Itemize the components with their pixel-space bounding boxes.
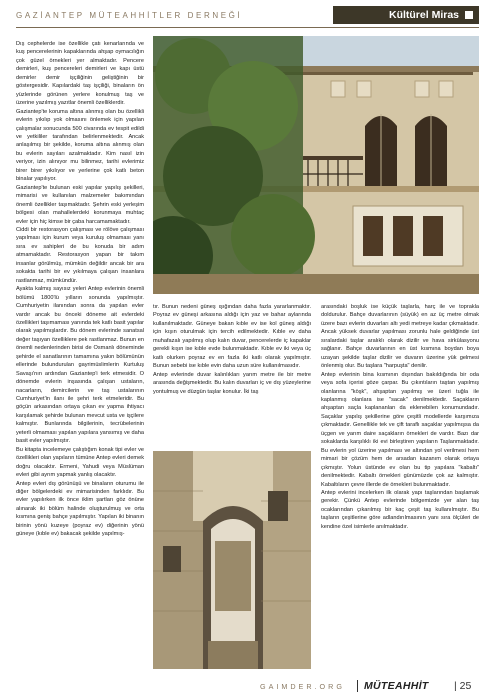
magazine-name: MÜTEAHHİT bbox=[364, 680, 429, 692]
paragraph: Antep evleri dış görünüşü ve binaların oturumu ile diğer bölgelerdeki ev mimarisinden farklıdır. Bu evler yapılırken ilk önce iklim şartları göz önüne alınarak iki bölüm halinde oluşturulmuş ve orta kısmına geniş bahçe yapılmıştır. Yapılan iki binanın birinin yönü kuzeye (poyraz ev) diğerinin yönü güneye (kıble ev) bakacak şekilde yapılmış- bbox=[16, 480, 144, 538]
historic-house-photo bbox=[153, 36, 479, 294]
text-column-right bbox=[321, 303, 479, 531]
paragraph: Antep evlerinde duvar kalınlıkları yarım metre ile bir metre arasında değişmektedir. Bu kalın duvarları iç ve dış yüzeylerine yontulmuş ve düzgün taşlar konulur. İki taş bbox=[153, 371, 311, 395]
text-column-left bbox=[16, 40, 144, 539]
paragraph: Bu kitapta incelemeye çalıştığım konak tipi evler ve özellikleri olan yapıların tümüne Antep evleri demek doğru olacaktır. Ermeni, Yahudi veya Müslüman evleri gibi ayrım yapmak yanlış olacaktır. bbox=[16, 446, 144, 479]
page-number-value: 25 bbox=[459, 680, 472, 692]
header-rule bbox=[16, 27, 479, 28]
kabalti-street-photo bbox=[153, 451, 311, 669]
paragraph: arasındaki boşluk ise küçük taşlarla, harç ile ve toprakla doldurulur. Bahçe duvarlarının (süyük) en az üç metre olmak üzere bazı evlerin duvarları altı yedi metreye kadar çıkmaktadır. Ancak yüksek duvarlar yapılması zorunlu hale geldiğinde üst sıralardaki taşlar aralıklı olarak dizilir ve hava sirkülasyonu sağlanır. Bahçe duvarlarının en üst kısmına boydan boya uzayan şekilde taşlar dizilir ve duvarın üzerine yük gelmesi önlenmiş olur. Bu taşlara "harpuşta" denilir. bbox=[321, 304, 479, 370]
paragraph: Gaziantep'te bulunan eski yapılar yapılış şekilleri, mimarisi ve kullanılan malzemeler bakımından önemli özellikler taşımaktadır. Şehrin eski yerleşim bölgesi olan mahallelerdeki korunmaya muhtaç evler için hiç kimse bir çaba harcamamaktadır. bbox=[16, 184, 144, 225]
association-name: GAZİANTEP MÜTEAHHİTLER DERNEĞİ bbox=[16, 11, 243, 20]
paragraph: Ayakta kalmış sayısız yeleri Antep evlerinin önemli bölümü 1800'lü yılların sonunda yapılmıştır. Cumhuriyetin ilanından sonra da yapılan evler vardır ancak bu önceki döneme ait evlerdeki özellikleri taşımaması yanında tek katlı basit yapılar olarak yapılmışlardır. Bu dönem evlerinde sanatsal değer taşıyan özelliklere pek rastlanmaz. Bunun en önemli nedenlerinden birisi de Osmanlı döneminde şehirde el sanatlarının tamamına yakın bölümünün ellerinde bulundurulan gayrimüslimlerin Kurtuluş Savaşı'nın ardından Gaziantep'i terk etmesidir. O dönemde evlerin inşasında çalışan ustaların, nacarların, demircilerin ve taş ustalarının Cumhuriyet'in ilanı ile şehri terk etmeleridir. Bu göçün arkasından ortaya çıkan ev yapma ihtiyacı karşılamak şehirde bulunan mevcut usta ve işçilere kalmıştır. Bunlarında bilgilerinin, tecrübelerinin yeterli olmaması yapılan yapılara yansımış ve daha basit evler yapılmıştır. bbox=[16, 286, 144, 445]
text-column-middle bbox=[153, 303, 311, 396]
paragraph: Ciddi bir restorasyon çalışması ve rölöve çalışması yapılması için kurum veya kuruluş olmaması yanı sıra ev sahipleri de bu konuda bir adım atmamaktadır. Restorasyon yapan bir takım insanlar görülmüş, mümkün değildir ancak bir ara sokakta tarihi bir ev yıkılmaya çalışan insanlara rastlanmaz, mümkündür. bbox=[16, 226, 144, 284]
house-illustration bbox=[153, 36, 479, 294]
footer-website: GAIMDER.ORG bbox=[260, 682, 345, 691]
paragraph: tır. Bunun nedeni güneş ışığından daha fazla yararlanmaktır. Poyraz ev güneşi arkasına aldığı için yaz ve bahar aylarında kullanılmaktadır. Güneye bakan kıble ev ise kol güneş aldığı için kışın oturulmak için tercih edilmektedir. Kıble ev daha muhafazalı yapılmış olup kalın duvar, pencerelerde iç kapaklar gerekli kışın ise kıble evde bulunmaktadır. Kıble ev iki veya üç katlı olurken poyraz ev en fazla iki katlı olarak yapılmıştır. Bunun sebebi ise kıble evin daha uzun süre kullanılmasıdır. bbox=[153, 304, 311, 370]
paragraph: Antep evlerini incelerken ilk olarak yapı taşlarından başlamak gerekir. Çünkü Antep evlerinde bölgemizde yer alan taş ocaklarından çıkarılmış bir kaç çeşit taş kullanılmıştır. Bu taşların çeşitlerine göre adlandırılmasının yanı sıra ölçüleri de kendine özel isimlerle anılmaktadır. bbox=[321, 489, 479, 530]
paragraph: Dış cephelerde ise özellikle çatı kenarlarında ve kuş pencerelerinin kapaklarında ahşap oymacılığın çok güzel örnekleri yer almaktadır. Pencere demirleri, kuş pencereleri demirleri ve kapı üstü demirler demir işçiliğinin geliştiğinin bir göstergesidir. Kapılardaki taş işçiliği, binaların ön yüzlerinde görünen yerlere konulmuş taş ve üzerine yazılmış yazıtlar önemli özelliklerdir. bbox=[16, 41, 144, 107]
street-illustration bbox=[153, 451, 311, 669]
page-footer bbox=[0, 680, 495, 692]
footer-divider bbox=[357, 680, 358, 692]
section-label: Kültürel Miras bbox=[388, 9, 459, 21]
paragraph: Gaziantep'te koruma altına alınmış olan bu özellikli evlerin yıkılıp yok olmasını önlemek için yapılan çalışmalar sonucunda 500 civarında ev tespit edildi ve yetkililer tarafından belirlenmektedir. Ancak anlaşılmış bir şekilde, koruma altına alınmış olan bu evlerin sayıları azalmaktadır. Kim nasıl izin veriyor, izin alınıyor mu bilinmez, tarihi evlerimiz birer birer yıkılıyor ve yerlerine çok katlı beton binalar yapılıyor. bbox=[16, 108, 144, 183]
section-tag bbox=[333, 6, 479, 24]
square-icon bbox=[465, 11, 473, 19]
page-number: | 25 bbox=[454, 680, 472, 692]
paragraph: Antep evlerinin bina kısmının dışından bakıldığında bir oda veya sofa içerisi göze çarpar. Bu çıkıntıların taştan yapılmış olanlarına "köşk", ahşaptan yapılmış ve üzeri tuğla ile kaplanmış olanlara ise "sacak" denilmektedir. Saçakların ahşaptan saçla kaplananları da eklenebilen konumundadır. Saçaklar yapılış şekillerine göre çeşitli modellerde karşımıza çıkmaktadır. Genellikle tek ve çift taraflı saçaklar yapılmışsa da üçgen ve yarım daire saçakların örnekleri de vardır. Bazı dar sokaklarda karşılıklı iki evi birleştiren yapıların Taşlanmaktadır. Bu evlerin yol üzerine yapılması ve altından yol verilmesi hem mimari bir çözüm hem de arsadan kazanım olarak ortaya çıkmıştır. Yolun üstünde ev olan bu tip yapılara "kabaltı" denilmektedir. Kabaltı örnekleri günümüzde çok az kalmıştır. Kabaltıların çevre illerde de örnekleri bulunmaktadır. bbox=[321, 371, 479, 488]
